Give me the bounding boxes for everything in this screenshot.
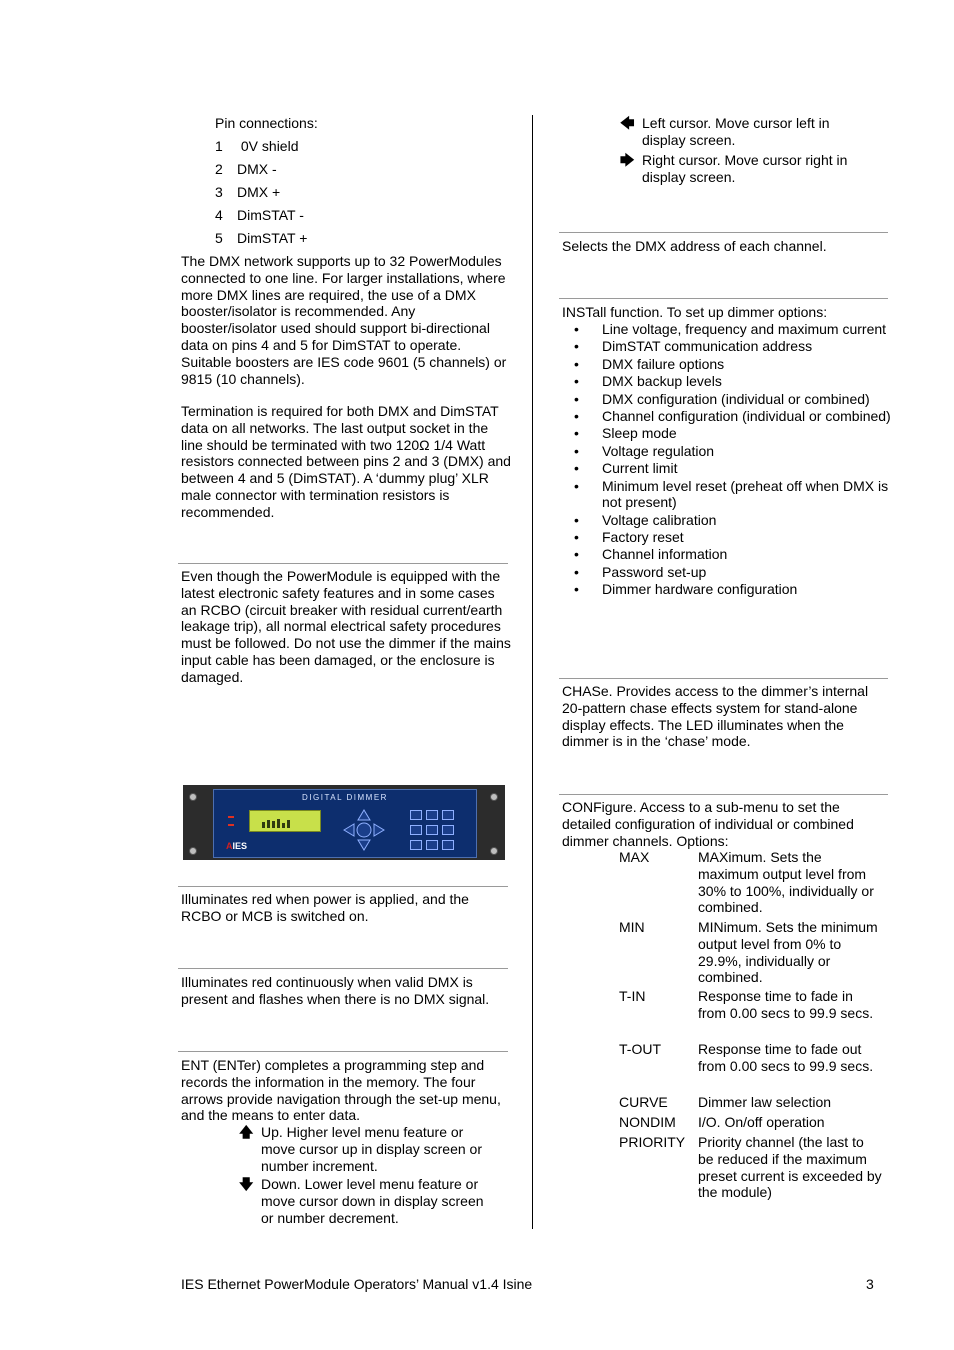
screw-icon bbox=[490, 847, 498, 855]
config-option-desc: MINimum. Sets the minimum output level from 0% to 29.9%, individually or combined. bbox=[698, 919, 878, 986]
navigation-pad-icon bbox=[342, 808, 386, 852]
panel-button-icon bbox=[442, 810, 454, 820]
power-led-paragraph: Illuminates red when power is applied, and the RCBO or MCB is switched on. bbox=[181, 891, 469, 924]
lcd-display bbox=[249, 810, 321, 832]
list-item: • Line voltage, frequency and maximum current bbox=[562, 321, 892, 338]
config-option-name: NONDIM bbox=[619, 1114, 676, 1130]
dmx-led-paragraph: Illuminates red continuously when valid DMX is present and flashes when there is no DMX signal. bbox=[181, 974, 490, 1007]
termination-paragraph: Termination is required for both DMX and DimSTAT data on all networks. The last output socket in the line should be terminated with two 120Ω 1/4 Watt resistors connected between pins 2 and 3 (DMX) and between 4 and 5 (DimSTAT). A ‘dummy plug’ XLR male connector with termination resistors is recommended. bbox=[181, 403, 511, 520]
list-item: • DimSTAT communication address bbox=[562, 338, 892, 355]
pin-row: 1 0V shield bbox=[215, 138, 299, 154]
section-divider bbox=[559, 298, 888, 299]
config-option-name: T-IN bbox=[619, 988, 646, 1004]
config-option-name: T-OUT bbox=[619, 1041, 661, 1057]
config-option-desc: Priority channel (the last to be reduced if the maximum preset current is exceeded by the module) bbox=[698, 1134, 882, 1201]
section-divider bbox=[559, 678, 888, 679]
config-option-name: PRIORITY bbox=[619, 1134, 686, 1150]
screw-icon bbox=[189, 793, 197, 801]
list-item: • Current limit bbox=[562, 460, 892, 477]
list-item: • Factory reset bbox=[562, 529, 892, 546]
chase-paragraph: CHASe. Provides access to the dimmer’s internal 20-pattern chase effects system for stand-alone display effects. The LED illuminates when the dimmer is in the ‘chase’ mode. bbox=[562, 683, 869, 750]
config-option-name: CURVE bbox=[619, 1094, 668, 1110]
section-divider bbox=[178, 968, 508, 969]
column-divider bbox=[532, 115, 533, 1229]
dimmer-front-panel-image bbox=[183, 785, 505, 860]
arrow-up-icon: 🡅 bbox=[239, 1124, 254, 1140]
config-option-name: MAX bbox=[619, 849, 650, 865]
power-led-icon bbox=[228, 816, 234, 818]
page-number: 3 bbox=[866, 1276, 874, 1292]
panel-face bbox=[213, 789, 477, 858]
dmx-network-paragraph: The DMX network supports up to 32 PowerModules connected to one line. For larger installations, where more DMX lines are required, the use of a DMX booster/isolator is recommended. Any booster/isolator used should support bi-directional data on pins 4 and 5 for DimSTAT to operate. Suitable boosters are IES code 9601 (5 channels) or 9815 (10 channels). bbox=[181, 253, 507, 387]
list-item: • Voltage calibration bbox=[562, 512, 892, 529]
ent-paragraph: ENT (ENTer) completes a programming step and records the information in the memory. The four arrows provide navigation through the set-up menu, and the means to enter data. bbox=[181, 1057, 501, 1124]
section-divider bbox=[178, 886, 508, 887]
list-item: • DMX failure options bbox=[562, 356, 892, 373]
pin-row: 2 DMX - bbox=[215, 161, 277, 177]
list-item: • Channel information bbox=[562, 546, 892, 563]
list-item: • Channel configuration (individual or combined) bbox=[562, 408, 892, 425]
install-options-list bbox=[562, 321, 892, 599]
list-item: • DMX backup levels bbox=[562, 373, 892, 390]
screw-icon bbox=[490, 793, 498, 801]
section-divider bbox=[559, 232, 888, 233]
panel-button-icon bbox=[410, 825, 422, 835]
install-intro: INSTall function. To set up dimmer options: bbox=[562, 304, 828, 320]
panel-button-icon bbox=[426, 840, 438, 850]
config-option-desc: MAXimum. Sets the maximum output level from 30% to 100%, individually or combined. bbox=[698, 849, 874, 916]
panel-button-icon bbox=[442, 825, 454, 835]
list-item: • Password set-up bbox=[562, 564, 892, 581]
pin-row: 5 DimSTAT + bbox=[215, 230, 308, 246]
config-intro: CONFigure. Access to a sub-menu to set the detailed configuration of individual or combined dimmer channels. Options: bbox=[562, 799, 854, 849]
list-item: • Sleep mode bbox=[562, 425, 892, 442]
dmx-led-icon bbox=[228, 824, 234, 826]
ies-logo: AIES bbox=[226, 841, 248, 851]
panel-button-icon bbox=[442, 840, 454, 850]
config-option-name: MIN bbox=[619, 919, 645, 935]
pin-row: 4 DimSTAT - bbox=[215, 207, 304, 223]
pin-row: 3 DMX + bbox=[215, 184, 281, 200]
arrow-right-icon: 🡆 bbox=[620, 152, 635, 168]
section-divider bbox=[178, 563, 508, 564]
panel-button-icon bbox=[410, 810, 422, 820]
list-item: • Voltage regulation bbox=[562, 443, 892, 460]
section-divider bbox=[178, 1051, 508, 1052]
config-option-desc: Dimmer law selection bbox=[698, 1094, 832, 1110]
footer-title: IES Ethernet PowerModule Operators’ Manual v1.4 Isine bbox=[181, 1276, 533, 1292]
list-item: • DMX configuration (individual or combined) bbox=[562, 391, 892, 408]
safety-paragraph: Even though the PowerModule is equipped with the latest electronic safety features and in some cases an RCBO (circuit breaker with residual current/earth leakage trip), all normal electrical safety procedures must be followed. Do not use the dimmer if the mains input cable has been damaged, or the enclosure is damaged. bbox=[181, 568, 511, 685]
list-item: • Dimmer hardware configuration bbox=[562, 581, 892, 598]
config-option-desc: Response time to fade out from 0.00 secs to 99.9 secs. bbox=[698, 1041, 874, 1074]
arrow-left-icon: 🡄 bbox=[620, 115, 635, 131]
panel-button-icon bbox=[426, 825, 438, 835]
pin-connections-heading: Pin connections: bbox=[215, 115, 318, 131]
arrow-down-icon: 🡇 bbox=[239, 1176, 254, 1192]
config-option-desc: Response time to fade in from 0.00 secs to 99.9 secs. bbox=[698, 988, 874, 1021]
config-option-desc: I/O. On/off operation bbox=[698, 1114, 825, 1130]
panel-button-icon bbox=[426, 810, 438, 820]
section-divider bbox=[559, 794, 888, 795]
address-paragraph: Selects the DMX address of each channel. bbox=[562, 238, 827, 254]
screw-icon bbox=[189, 847, 197, 855]
panel-title: DIGITAL DIMMER bbox=[302, 793, 388, 802]
panel-button-icon bbox=[410, 840, 422, 850]
list-item: • Minimum level reset (preheat off when DMX is not present) bbox=[562, 478, 892, 512]
